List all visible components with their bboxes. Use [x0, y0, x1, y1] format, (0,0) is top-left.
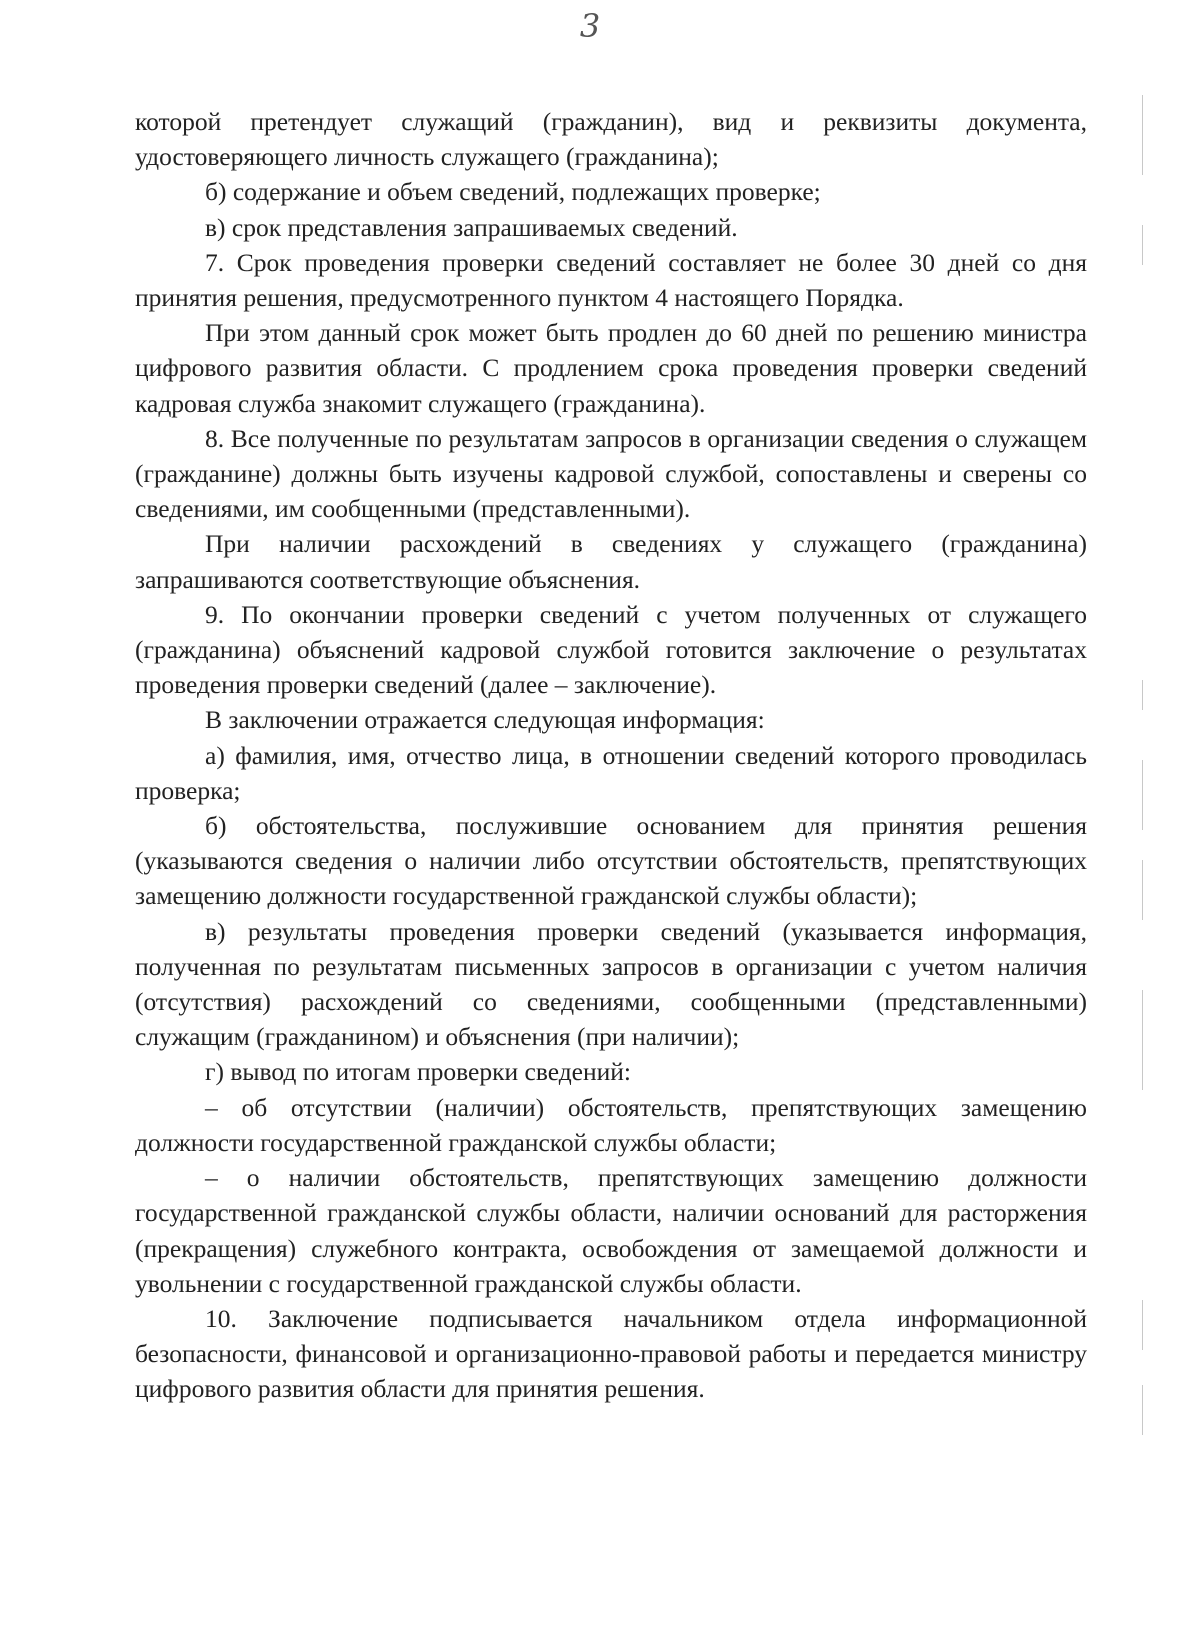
scan-edge-mark — [1142, 1300, 1143, 1350]
paragraph: – о наличии обстоятельств, препятствующих замещению должности государственной гражданской службы области, наличии оснований для расторжения (прекращения) служебного контракта, освобождения от замещаемой должности и увольнении с государственной гражданской службы области. — [135, 1163, 1087, 1298]
paragraph: а) фамилия, имя, отчество лица, в отношении сведений которого проводилась проверка; — [135, 740, 1087, 805]
scan-edge-mark — [1142, 1385, 1143, 1435]
paragraph: – об отсутствии (наличии) обстоятельств, препятствующих замещению должности государственной гражданской службы области; — [135, 1092, 1087, 1157]
paragraph: 8. Все полученные по результатам запросов в организации сведения о служащем (гражданине) должны быть изучены кадровой службой, сопоставлены и сверены со сведениями, им сообщенными (представленными). — [135, 423, 1087, 524]
paragraph: 7. Срок проведения проверки сведений составляет не более 30 дней со дня принятия решения, предусмотренного пунктом 4 настоящего Порядка. — [135, 247, 1087, 313]
document-body — [135, 104, 1087, 1407]
scan-edge-mark — [1142, 860, 1143, 920]
scan-edge-mark — [1142, 680, 1143, 710]
paragraph: в) срок представления запрашиваемых сведений. — [205, 212, 738, 242]
paragraph: г) вывод по итогам проверки сведений: — [205, 1057, 632, 1087]
paragraph: б) обстоятельства, послужившие основанием для принятия решения (указываются сведения о наличии либо отсутствии обстоятельств, препятствующих замещению должности государственной гражданской службы области); — [135, 811, 1087, 911]
paragraph: 10. Заключение подписывается начальником отдела информационной безопасности, финансовой и организационно-правовой работы и передается министру цифрового развития области для принятия решения. — [135, 1303, 1087, 1404]
paragraph: При этом данный срок может быть продлен до 60 дней по решению министра цифрового развития области. С продлением срока проведения проверки сведений кадровая служба знакомит служащего (гражданина). — [135, 318, 1087, 418]
paragraph: которой претендует служащий (гражданин), вид и реквизиты документа, удостоверяющего личность служащего (гражданина); — [135, 107, 1087, 172]
scan-edge-mark — [1142, 225, 1143, 265]
paragraph: При наличии расхождений в сведениях у служащего (гражданина) запрашиваются соответствующие объяснения. — [135, 529, 1087, 594]
paragraph: 9. По окончании проверки сведений с учетом полученных от служащего (гражданина) объяснений кадровой службой готовится заключение о результатах проведения проверки сведений (далее – заключение). — [135, 599, 1087, 700]
paragraph: В заключении отражается следующая информация: — [205, 705, 765, 735]
paragraph: в) результаты проведения проверки сведений (указывается информация, полученная по результатам письменных запросов в организации с учетом наличия (отсутствия) расхождений со сведениями, сообщенными (представленными) служащим (гражданином) и объяснения (при наличии); — [135, 916, 1087, 1052]
scan-edge-mark — [1142, 760, 1143, 830]
scan-edge-mark — [1142, 990, 1143, 1090]
paragraph: б) содержание и объем сведений, подлежащих проверке; — [205, 177, 821, 207]
scan-edge-mark — [1142, 95, 1143, 175]
page-number: 3 — [579, 7, 601, 45]
